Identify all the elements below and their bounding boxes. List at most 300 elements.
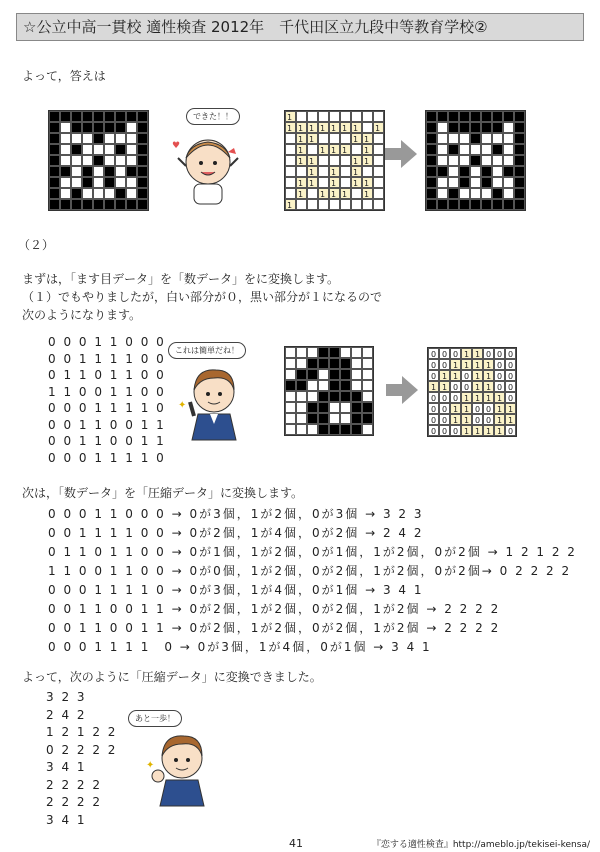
grid-cell (514, 155, 525, 166)
grid-cell (492, 199, 503, 210)
grid-cell (93, 155, 104, 166)
grid-cell (437, 155, 448, 166)
grid-cell (340, 177, 351, 188)
grid-cell (296, 380, 307, 391)
page-number: 41 (289, 837, 303, 850)
grid-cell (93, 122, 104, 133)
grid-cell (340, 111, 351, 122)
grid-cell (340, 391, 351, 402)
grid-cell: 1 (483, 392, 494, 403)
grid-cell (126, 199, 137, 210)
grid-cell (318, 402, 329, 413)
grid-cell: 1 (494, 425, 505, 436)
data-row: 2 2 2 2 (46, 795, 102, 809)
data-row: 0 0 1 1 0 0 1 1 (48, 417, 166, 432)
grid-cell (426, 188, 437, 199)
grid-cell (115, 199, 126, 210)
speech-bubble: あと一歩！ (128, 710, 182, 727)
grid-cell (340, 347, 351, 358)
grid-cell: 0 (428, 403, 439, 414)
grid-cell: 1 (483, 381, 494, 392)
grid-cell (351, 369, 362, 380)
grid-cell (49, 199, 60, 210)
grid-cell (115, 177, 126, 188)
grid-cell (126, 155, 137, 166)
grid-cell (470, 133, 481, 144)
grid-cell (318, 133, 329, 144)
answer-grid-black (48, 110, 149, 211)
grid-cell (49, 166, 60, 177)
grid-cell: 1 (307, 155, 318, 166)
data-row: 0 0 1 1 1 1 0 0 (48, 351, 166, 366)
grid-cell (115, 133, 126, 144)
grid-cell (307, 380, 318, 391)
boy-illustration-icon (176, 362, 248, 442)
svg-text:✦: ✦ (178, 400, 187, 411)
grid-cell: 1 (318, 122, 329, 133)
grid-cell (318, 177, 329, 188)
grid-cell (71, 144, 82, 155)
grid-cell: 1 (472, 359, 483, 370)
grid-cell (126, 188, 137, 199)
grid-cell: 0 (439, 425, 450, 436)
answer-intro: よって，答えは (22, 69, 106, 83)
grid-cell (481, 155, 492, 166)
grid-cell (285, 358, 296, 369)
grid-cell (373, 144, 384, 155)
grid-cell (351, 111, 362, 122)
grid-cell (437, 144, 448, 155)
grid-cell (470, 188, 481, 199)
grid-cell (318, 155, 329, 166)
grid-cell (71, 155, 82, 166)
grid-cell (318, 111, 329, 122)
grid-cell (93, 111, 104, 122)
data-row: 0 1 1 0 1 1 0 0 (48, 368, 166, 382)
grid-cell (373, 166, 384, 177)
data-row: 0 0 0 1 1 1 1 0 (48, 450, 166, 465)
grid-cell (104, 111, 115, 122)
grid-cell (362, 413, 373, 424)
grid-cell (514, 188, 525, 199)
grid-cell: 0 (428, 348, 439, 359)
answer-grid-result (425, 110, 526, 211)
grid-cell (126, 177, 137, 188)
grid-cell (448, 122, 459, 133)
grid-cell (351, 358, 362, 369)
grid-cell (318, 424, 329, 435)
grid-cell (362, 369, 373, 380)
grid-cell (296, 111, 307, 122)
grid-cell (340, 133, 351, 144)
grid-cell: 1 (505, 414, 516, 425)
grid-cell: 1 (296, 177, 307, 188)
grid-cell (285, 155, 296, 166)
grid-cell (296, 413, 307, 424)
grid-cell: 0 (472, 414, 483, 425)
grid-cell (307, 369, 318, 380)
grid-cell: 1 (296, 144, 307, 155)
grid-cell: 1 (494, 414, 505, 425)
grid-cell (318, 369, 329, 380)
paragraph: まずは，「ます目データ」を「数データ」をに変換します。 (22, 272, 340, 286)
grid-cell (104, 155, 115, 166)
grid-cell (448, 166, 459, 177)
grid-cell: 1 (362, 188, 373, 199)
grid-cell: 1 (285, 199, 296, 210)
grid-cell: 0 (439, 392, 450, 403)
grid-cell (285, 188, 296, 199)
grid-cell (340, 380, 351, 391)
grid-cell (104, 122, 115, 133)
grid-cell (503, 122, 514, 133)
grid-cell (459, 111, 470, 122)
grid-cell (514, 144, 525, 155)
grid-cell (115, 144, 126, 155)
grid-cell: 0 (450, 381, 461, 392)
grid-cell (437, 177, 448, 188)
grid-cell (318, 413, 329, 424)
grid-cell (137, 111, 148, 122)
grid-cell (329, 347, 340, 358)
grid-cell (492, 166, 503, 177)
grid-cell (60, 144, 71, 155)
grid-cell: 0 (483, 403, 494, 414)
grid-cell (285, 424, 296, 435)
grid-cell: 1 (351, 166, 362, 177)
data-row: 0 0 0 1 1 0 0 0 (48, 335, 166, 349)
grid-cell (285, 413, 296, 424)
grid-cell: 1 (461, 392, 472, 403)
grid-cell (329, 155, 340, 166)
grid-cell: 1 (329, 188, 340, 199)
grid-cell: 0 (461, 370, 472, 381)
arrow-right-icon (386, 376, 418, 404)
grid-cell (307, 144, 318, 155)
grid-cell: 0 (494, 348, 505, 359)
grid-cell (503, 144, 514, 155)
grid-cell (307, 358, 318, 369)
grid-cell: 0 (428, 370, 439, 381)
grid-cell (115, 166, 126, 177)
data-row: 0 0 0 1 1 1 1 0 → 0が3個，1が4個，0が1個 → 3 4 1 (48, 640, 432, 654)
data-row: 0 0 0 1 1 1 1 0 → 0が3個，1が4個，0が1個 → 3 4 1 (48, 583, 424, 597)
arrow-right-icon (385, 140, 417, 168)
grid-cell: 1 (329, 166, 340, 177)
grid-cell (137, 144, 148, 155)
grid-cell (340, 199, 351, 210)
grid-cell (470, 166, 481, 177)
grid-cell (373, 199, 384, 210)
grid-cell: 1 (307, 166, 318, 177)
grid-cell: 1 (307, 177, 318, 188)
grid-cell: 1 (483, 370, 494, 381)
grid-cell (115, 122, 126, 133)
grid-cell (137, 166, 148, 177)
grid-cell: 0 (450, 348, 461, 359)
data-row: 0 0 1 1 1 1 0 0 → 0が2個，1が4個，0が2個 → 2 4 2 (48, 526, 424, 540)
grid-cell (126, 111, 137, 122)
grid-cell (285, 177, 296, 188)
grid-cell (71, 122, 82, 133)
grid-cell (514, 199, 525, 210)
grid-cell (285, 144, 296, 155)
speech-bubble: できた！！ (186, 108, 240, 125)
grid-cell: 1 (450, 370, 461, 381)
grid-cell (71, 133, 82, 144)
grid-cell (137, 133, 148, 144)
grid-cell (503, 111, 514, 122)
grid-cell (492, 133, 503, 144)
grid-cell (448, 177, 459, 188)
grid-cell (492, 144, 503, 155)
grid-cell (503, 188, 514, 199)
grid-cell (93, 144, 104, 155)
grid-cell (470, 122, 481, 133)
grid-cell: 0 (428, 359, 439, 370)
grid-cell: 0 (439, 414, 450, 425)
grid-cell (71, 199, 82, 210)
grid-cell (71, 166, 82, 177)
grid-cell (459, 199, 470, 210)
svg-text:✦: ✦ (146, 760, 155, 771)
grid-cell: 1 (450, 414, 461, 425)
girl-illustration-icon (168, 128, 248, 206)
grid-cell (340, 402, 351, 413)
grid-cell (329, 111, 340, 122)
grid-cell (285, 166, 296, 177)
grid-cell (329, 380, 340, 391)
grid-cell (437, 111, 448, 122)
grid-cell (285, 391, 296, 402)
grid-cell (448, 199, 459, 210)
page-title: ☆公立中高一貫校 適性検査 2012年 千代田区立九段中等教育学校② (16, 13, 584, 41)
grid-cell (307, 391, 318, 402)
grid-cell (373, 133, 384, 144)
grid-cell (459, 188, 470, 199)
grid-cell (503, 199, 514, 210)
grid-cell: 1 (483, 425, 494, 436)
grid-cell (307, 199, 318, 210)
grid-cell (340, 424, 351, 435)
grid-cell (104, 188, 115, 199)
grid-cell (307, 188, 318, 199)
grid-cell: 0 (494, 381, 505, 392)
grid-cell: 1 (340, 122, 351, 133)
grid-cell: 0 (494, 370, 505, 381)
grid-cell (448, 155, 459, 166)
grid-cell: 1 (351, 122, 362, 133)
grid-cell (437, 166, 448, 177)
grid-cell (307, 424, 318, 435)
grid-cell (285, 369, 296, 380)
grid-cell (459, 155, 470, 166)
grid-cell (329, 424, 340, 435)
grid-cell: 0 (505, 348, 516, 359)
grid-cell (137, 199, 148, 210)
grid-cell (329, 358, 340, 369)
grid-cell (93, 166, 104, 177)
grid-cell (437, 133, 448, 144)
grid-cell (514, 111, 525, 122)
grid-cell (296, 424, 307, 435)
grid-cell (82, 188, 93, 199)
grid-cell (329, 391, 340, 402)
grid-cell (351, 402, 362, 413)
grid-cell (296, 369, 307, 380)
data-row: 1 2 1 2 2 (46, 725, 118, 739)
grid-cell (481, 166, 492, 177)
grid-cell (362, 122, 373, 133)
grid-cell: 1 (307, 133, 318, 144)
grid-cell (426, 155, 437, 166)
grid-cell (481, 199, 492, 210)
grid-cell (296, 402, 307, 413)
grid-cell (351, 144, 362, 155)
data-row: 1 1 0 0 1 1 0 0 (48, 384, 166, 399)
grid-cell (448, 111, 459, 122)
grid-cell (104, 166, 115, 177)
data-row: 3 2 3 (46, 690, 87, 704)
grid-cell: 1 (296, 122, 307, 133)
grid-cell: 1 (285, 122, 296, 133)
grid-cell (60, 111, 71, 122)
grid-cell (373, 188, 384, 199)
data-row: 3 4 1 (46, 760, 87, 774)
grid-cell (60, 155, 71, 166)
grid-cell (60, 122, 71, 133)
grid-cell: 1 (307, 122, 318, 133)
grid-cell (492, 155, 503, 166)
grid-cell (340, 369, 351, 380)
grid-cell (426, 144, 437, 155)
grid-cell (296, 166, 307, 177)
grid-cell (82, 166, 93, 177)
grid-cell: 1 (362, 177, 373, 188)
grid-cell (296, 199, 307, 210)
grid-cell (296, 358, 307, 369)
grid-cell (60, 133, 71, 144)
grid-cell: 1 (329, 144, 340, 155)
grid-cell (362, 424, 373, 435)
grid-cell: 0 (494, 359, 505, 370)
grid-cell (82, 133, 93, 144)
grid-cell: 0 (428, 414, 439, 425)
grid-cell: 0 (428, 392, 439, 403)
grid-cell (503, 166, 514, 177)
grid-cell (49, 155, 60, 166)
grid-cell (351, 391, 362, 402)
grid-cell: 1 (351, 177, 362, 188)
answer-grid-numbered (284, 110, 385, 211)
data-row: 0 0 1 1 0 0 1 1 → 0が2個，1が2個，0が2個，1が2個 → 2 2 2 2 (48, 602, 501, 616)
grid-cell (60, 177, 71, 188)
grid-cell (514, 166, 525, 177)
grid-cell (340, 413, 351, 424)
grid-cell (437, 122, 448, 133)
grid-cell: 1 (351, 155, 362, 166)
grid-cell (481, 177, 492, 188)
grid-cell (426, 111, 437, 122)
grid-cell: 1 (472, 348, 483, 359)
grid-cell (318, 391, 329, 402)
grid-cell (137, 188, 148, 199)
grid-cell (82, 155, 93, 166)
grid-cell (351, 347, 362, 358)
grid-cell: 0 (505, 425, 516, 436)
grid-cell (470, 155, 481, 166)
grid-cell: 0 (483, 414, 494, 425)
grid-cell (362, 111, 373, 122)
grid-cell (481, 144, 492, 155)
part-2-label: （２） (18, 238, 55, 252)
grid-cell (340, 358, 351, 369)
grid-cell: 1 (318, 144, 329, 155)
grid-cell (296, 391, 307, 402)
grid-cell (307, 413, 318, 424)
grid-cell (49, 111, 60, 122)
grid-cell (362, 347, 373, 358)
grid-cell (362, 199, 373, 210)
grid-cell (351, 424, 362, 435)
data-row: 0 0 1 1 0 0 1 1 → 0が2個，1が2個，0が2個，1が2個 → 2 2 2 2 (48, 621, 501, 635)
grid-cell: 1 (461, 348, 472, 359)
grid-cell: 0 (505, 392, 516, 403)
grid-cell: 1 (340, 144, 351, 155)
grid-cell (362, 380, 373, 391)
grid-cell (71, 177, 82, 188)
grid-cell (126, 166, 137, 177)
grid-cell: 1 (461, 425, 472, 436)
grid-cell: 1 (461, 414, 472, 425)
grid-cell (329, 199, 340, 210)
grid-cell: 1 (461, 403, 472, 414)
grid-cell (104, 133, 115, 144)
grid-cell (470, 144, 481, 155)
data-row: 0 0 0 1 1 0 0 0 → 0が3個，1が2個，0が3個 → 3 2 3 (48, 507, 424, 521)
grid-cell: 1 (439, 370, 450, 381)
grid-cell (49, 177, 60, 188)
grid-cell (307, 347, 318, 358)
grid-cell (285, 133, 296, 144)
grid-cell (93, 199, 104, 210)
grid-cell (426, 133, 437, 144)
grid-cell: 1 (428, 381, 439, 392)
grid-cell (481, 111, 492, 122)
grid-cell (329, 402, 340, 413)
grid-cell (426, 122, 437, 133)
data-row: 0 0 1 1 0 0 1 1 (48, 434, 166, 448)
grid-cell: 1 (296, 133, 307, 144)
data-row: 1 1 0 0 1 1 0 0 → 0が0個，1が2個，0が2個，1が2個，0が2個→ 0 2 2 2 2 (48, 564, 572, 578)
grid-cell: 0 (505, 370, 516, 381)
grid-cell (503, 133, 514, 144)
paragraph: 次は，「数データ」を「圧縮データ」に変換します。 (22, 486, 304, 500)
grid-cell (93, 177, 104, 188)
grid-cell: 0 (483, 348, 494, 359)
grid-cell (459, 133, 470, 144)
grid-cell (82, 199, 93, 210)
grid-cell (459, 166, 470, 177)
grid-cell: 1 (340, 188, 351, 199)
grid-cell (318, 166, 329, 177)
grid-cell (503, 177, 514, 188)
grid-cell (492, 177, 503, 188)
grid-cell (459, 122, 470, 133)
paragraph: （１）でもやりましたが，白い部分が０，黒い部分が１になるので (22, 290, 383, 304)
paragraph: 次のようになります。 (22, 308, 142, 322)
grid-cell (448, 133, 459, 144)
